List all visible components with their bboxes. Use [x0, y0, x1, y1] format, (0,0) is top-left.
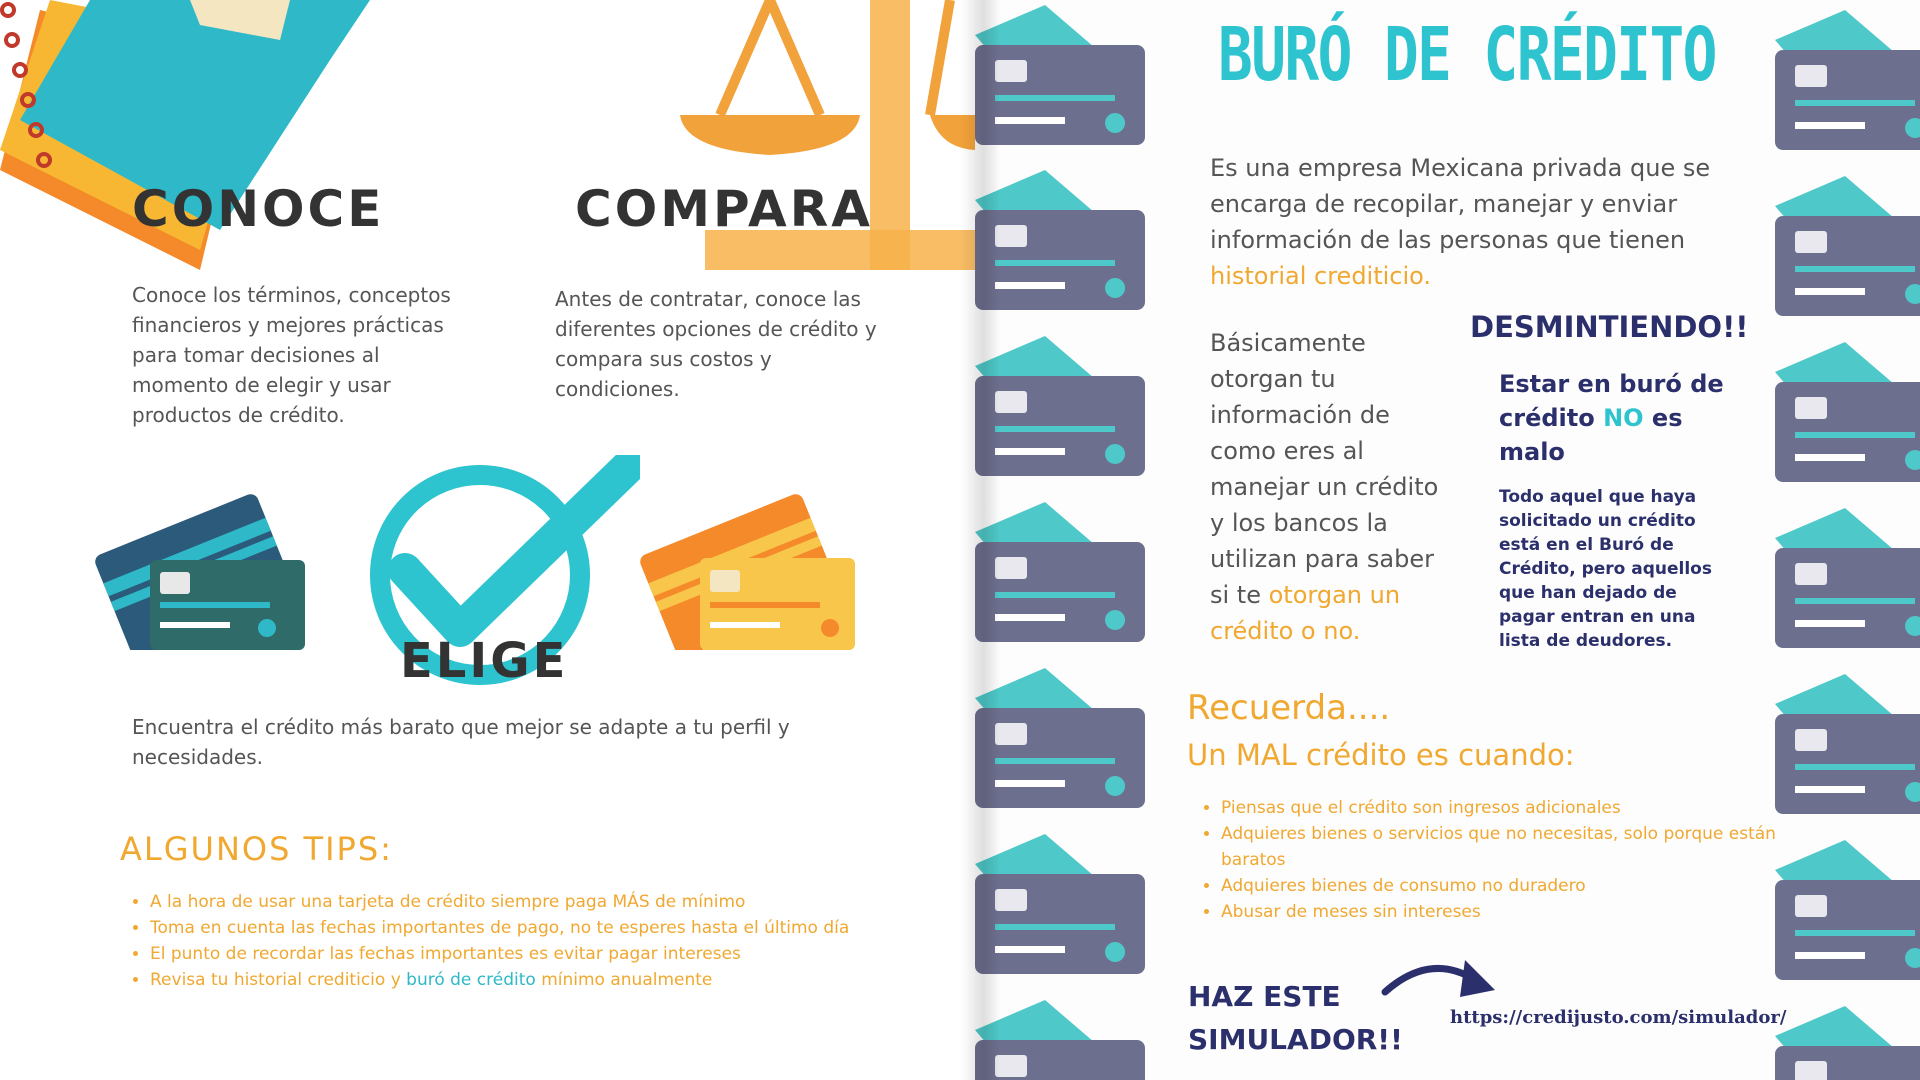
right-page [975, 0, 1920, 1080]
tip-item [150, 967, 885, 993]
mal-item: • Adquieres bienes de consumo no duradero [1221, 873, 1781, 899]
buro-title: BURÓ DE CRÉDITO [1218, 12, 1716, 98]
mal-item: • Abusar de meses sin intereses [1221, 899, 1781, 925]
tips-title: ALGUNOS TIPS: [120, 830, 393, 868]
compara-text: Antes de contratar, conoce las diferentes opciones de crédito y compara sus costos y condiciones. [555, 287, 877, 401]
simulador-link[interactable]: https://credijusto.com/simulador/ [1450, 1007, 1787, 1028]
conoce-title: CONOCE [132, 180, 385, 238]
intro-highlight: historial crediticio. [1210, 262, 1432, 290]
desmintiendo-detail: Todo aquel que haya solicitado un crédito está en el Buró de Crédito, pero aquellos que han dejado de pagar entran en una lista de deudores. [1499, 487, 1712, 651]
tip-text: mínimo anualmente [535, 970, 713, 990]
recuerda-title: Recuerda.... [1187, 688, 1391, 728]
buro-link[interactable]: buró de crédito [406, 970, 536, 990]
mal-item: • Piensas que el crédito son ingresos adicionales [1221, 795, 1781, 821]
conoce-text: Conoce los términos, conceptos financieros y mejores prácticas para tomar decisiones al momento de elegir y usar productos de crédito. [132, 283, 451, 427]
compara-title: COMPARA [575, 180, 873, 238]
simulador-title: HAZ ESTE SIMULADOR!! [1188, 980, 1403, 1056]
tip-item: • El punto de recordar las fechas importantes es evitar pagar intereses [150, 941, 885, 967]
desmintiendo-subtitle [1499, 367, 1729, 469]
no-highlight: NO [1603, 404, 1644, 432]
tip-text: Revisa tu historial crediticio y [150, 970, 407, 990]
tip-item: • Toma en cuenta las fechas importantes de pago, no te esperes hasta el último día [150, 915, 885, 941]
recuerda-subtitle: Un MAL crédito es cuando: [1187, 738, 1575, 772]
yellow-credit-card-icon [640, 490, 860, 650]
subtitle-before: Estar en buró de crédito [1499, 370, 1724, 432]
tips-list [120, 889, 885, 993]
desmintiendo-title: DESMINTIENDO!! [1470, 310, 1749, 344]
mal-credito-list [1187, 795, 1781, 925]
teal-credit-card-icon [95, 490, 310, 650]
subtitle-after: es malo [1499, 404, 1683, 466]
basic-highlight: otorgan un crédito o no. [1210, 581, 1401, 645]
page-fold-shadow [960, 0, 1000, 1080]
basic-text [1210, 325, 1455, 649]
intro-text: Es una empresa Mexicana privada que se encarga de recopilar, manejar y enviar información de las personas que tienen [1210, 154, 1711, 254]
elige-text: Encuentra el crédito más barato que mejor se adapte a tu perfil y necesidades. [132, 715, 790, 769]
elige-title: ELIGE [400, 633, 569, 689]
tip-item: • A la hora de usar una tarjeta de crédito siempre paga MÁS de mínimo [150, 889, 885, 915]
basic-body: Básicamente otorgan tu información de como eres al manejar un crédito y los bancos la utilizan para saber si te [1210, 329, 1439, 609]
buro-intro [1210, 150, 1720, 294]
mal-item: • Adquieres bienes o servicios que no necesitas, solo porque están baratos [1221, 821, 1781, 873]
notebooks-illustration [0, 0, 380, 280]
curved-arrow-icon [1380, 952, 1500, 1002]
